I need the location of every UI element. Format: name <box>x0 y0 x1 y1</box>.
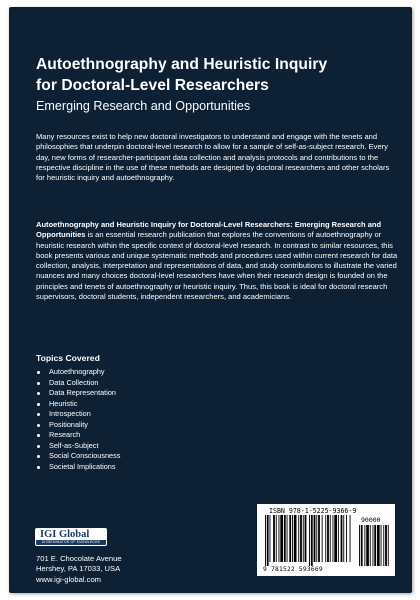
barcode-addon-bar <box>374 525 376 566</box>
barcode-addon-bar <box>370 525 371 566</box>
book-title <box>36 54 386 96</box>
barcode-bar <box>311 515 313 566</box>
topic-item: Societal Implications <box>36 462 120 473</box>
description-paragraph-2-body: is an essential research publication that explores the conventions of autoethnography or heuristic research within the specific context of doctoral-level research. In contrast to similar resources, this book presents various and unique systematic methods and procedures used within current research for data collection, analysis, interpretation and representations of data, and study contributions to illustrate the varied nuances and many choices doctoral-level researchers have when their research design is founded on the principles and tenets of autoethnography or heuristic inquiry. Thus, this book is ideal for doctoral research supervisors, doctoral students, independent researchers, and academicians. <box>36 230 398 302</box>
barcode-bar <box>346 515 347 562</box>
address-street: 701 E. Chocolate Avenue <box>36 554 122 563</box>
barcode-bar <box>279 515 280 562</box>
barcode-bar <box>270 515 271 562</box>
barcode-bar <box>341 515 343 562</box>
barcode-bar <box>294 515 297 562</box>
topic-item: Self-as-Subject <box>36 441 120 452</box>
barcode-bar <box>276 515 277 562</box>
publisher-address <box>36 554 122 585</box>
topic-item: Social Consciousness <box>36 451 120 462</box>
barcode-bar <box>280 515 283 562</box>
description-paragraph-2 <box>36 220 398 302</box>
description-bold-title: Autoethnography and Heuristic Inquiry for Doctoral-Level Researchers: Emerging Research and Opportunities <box>36 220 382 240</box>
barcode-bar <box>305 515 307 562</box>
barcode-bar <box>284 515 286 562</box>
topic-item: Research <box>36 430 120 441</box>
barcode-bar <box>292 515 293 562</box>
barcode-bar <box>309 515 310 566</box>
barcode-bar <box>316 515 317 562</box>
book-subtitle: Emerging Research and Opportunities <box>36 99 251 113</box>
topic-item: Heuristic <box>36 399 120 410</box>
barcode-bar <box>343 515 344 562</box>
barcode-bar <box>333 515 334 562</box>
title-line-2: for Doctoral-Level Researchers <box>36 77 269 94</box>
barcode-bar <box>298 515 299 562</box>
isbn-number: ISBN 978-1-5225-9366-9 <box>269 507 357 515</box>
barcode-bar <box>289 515 291 562</box>
publisher-website: www.igi-global.com <box>36 574 101 584</box>
barcode-bar <box>265 515 266 566</box>
barcode-bar <box>303 515 304 562</box>
barcode-bar <box>325 515 326 562</box>
barcode-bar <box>314 515 316 562</box>
topics-list <box>36 367 120 472</box>
topic-item: Introspection <box>36 409 120 420</box>
topic-item: Positionality <box>36 420 120 431</box>
barcode-bar <box>273 515 275 562</box>
barcode-bar <box>267 515 269 566</box>
barcode-addon-bar <box>361 525 363 566</box>
barcode-bar <box>287 515 288 562</box>
barcode-addon-bar <box>359 525 360 566</box>
barcode-addon-bar <box>385 525 387 566</box>
topic-item: Data Collection <box>36 378 120 389</box>
barcode-bar <box>350 515 351 562</box>
barcode-bar <box>330 515 331 562</box>
publisher-logo-text: IGI Global <box>40 529 90 540</box>
topics-heading: Topics Covered <box>36 353 100 363</box>
barcode-addon-bar <box>383 525 384 566</box>
barcode-bar <box>327 515 329 562</box>
barcode-addon-bar <box>381 525 382 566</box>
barcode-bar <box>338 515 339 562</box>
barcode-bar <box>322 515 323 562</box>
barcode-bar <box>318 515 320 562</box>
barcode-bar <box>300 515 302 562</box>
address-city: Hershey, PA 17033, USA <box>36 564 121 574</box>
topic-item: Data Representation <box>36 388 120 399</box>
publisher-logo <box>35 528 107 546</box>
barcode-bar <box>334 515 337 562</box>
ean-digits: 9 781522 593669 <box>263 566 323 573</box>
publisher-logo-tagline: DISSEMINATOR OF KNOWLEDGE <box>36 540 106 545</box>
barcode-addon-bar <box>373 525 374 566</box>
barcode-addon-bar <box>388 525 389 566</box>
barcode-addon-bar <box>377 525 380 566</box>
title-line-1: Autoethnography and Heuristic Inquiry <box>36 56 328 73</box>
isbn-addon-code: 90000 <box>361 516 381 524</box>
barcode-addon-bar <box>366 525 369 566</box>
topic-item: Autoethnography <box>36 367 120 378</box>
barcode-addon-bar <box>364 525 365 566</box>
isbn-barcode <box>257 504 395 576</box>
back-cover <box>9 7 412 593</box>
description-paragraph-1: Many resources exist to help new doctoral investigators to understand and engage with the tenets and philosophies that underpin doctoral-level research to allow for a sample of self-as-subject research. Every day, new forms of researcher-participant data collection and analysis protocols and contributions to the respective discipline in the use of these methods are designed by doctoral researchers and other scholars for heuristic inquiry and autoethnography. <box>36 132 390 183</box>
